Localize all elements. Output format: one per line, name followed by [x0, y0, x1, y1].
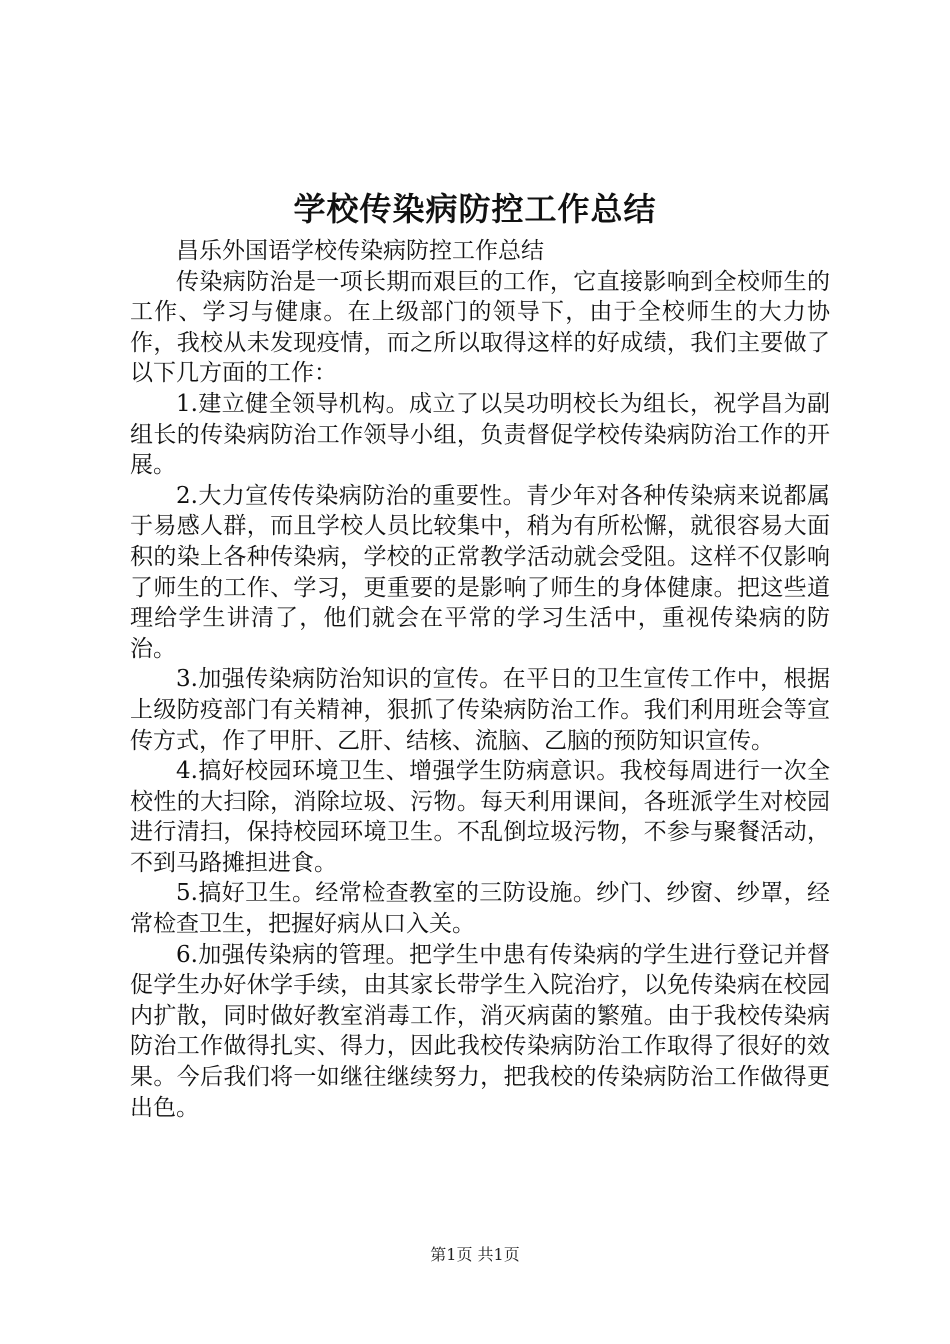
item-paragraph-1: 1.建立健全领导机构。成立了以吴功明校长为组长，祝学昌为副组长的传染病防治工作领导小组，负责督促学校传染病防治工作的开展。: [130, 390, 830, 479]
subtitle-paragraph: 昌乐外国语学校传染病防控工作总结: [176, 238, 544, 264]
document-title: 学校传染病防控工作总结: [293, 190, 657, 228]
item-paragraph-5: 5.搞好卫生。经常检查教室的三防设施。纱门、纱窗、纱罩，经常检查卫生，把握好病从口入关。: [130, 880, 830, 938]
page-footer: 第1页 共1页: [430, 1245, 520, 1264]
item-paragraph-3: 3.加强传染病防治知识的宣传。在平日的卫生宣传工作中，根据上级防疫部门有关精神，狠抓了传染病防治工作。我们利用班会等宣传方式，作了甲肝、乙肝、结核、流脑、乙脑的预防知识宣传。: [130, 666, 830, 754]
intro-paragraph: 传染病防治是一项长期而艰巨的工作，它直接影响到全校师生的工作、学习与健康。在上级部门的领导下，由于全校师生的大力协作，我校从未发现疫情，而之所以取得这样的好成绩，我们主要做了以下几方面的工作：: [130, 268, 830, 387]
document-body: [130, 236, 830, 1123]
item-paragraph-2: 2.大力宣传传染病防治的重要性。青少年对各种传染病来说都属于易感人群，而且学校人员比较集中，稍为有所松懈，就很容易大面积的染上各种传染病，学校的正常教学活动就会受阻。这样不仅影响了师生的工作、学习，更重要的是影响了师生的身体健康。把这些道理给学生讲清了，他们就会在平常的学习生活中，重视传染病的防治。: [130, 482, 830, 662]
item-paragraph-4: 4.搞好校园环境卫生、增强学生防病意识。我校每周进行一次全校性的大扫除，消除垃圾、污物。每天利用课间，各班派学生对校园进行清扫，保持校园环境卫生。不乱倒垃圾污物，不参与聚餐活动，不到马路摊担进食。: [130, 758, 830, 876]
item-paragraph-6: 6.加强传染病的管理。把学生中患有传染病的学生进行登记并督促学生办好休学手续，由其家长带学生入院治疗，以免传染病在校园内扩散，同时做好教室消毒工作，消灭病菌的繁殖。由于我校传染病防治工作做得扎实、得力，因此我校传染病防治工作取得了很好的效果。今后我们将一如继往继续努力，把我校的传染病防治工作做得更出色。: [130, 941, 830, 1121]
